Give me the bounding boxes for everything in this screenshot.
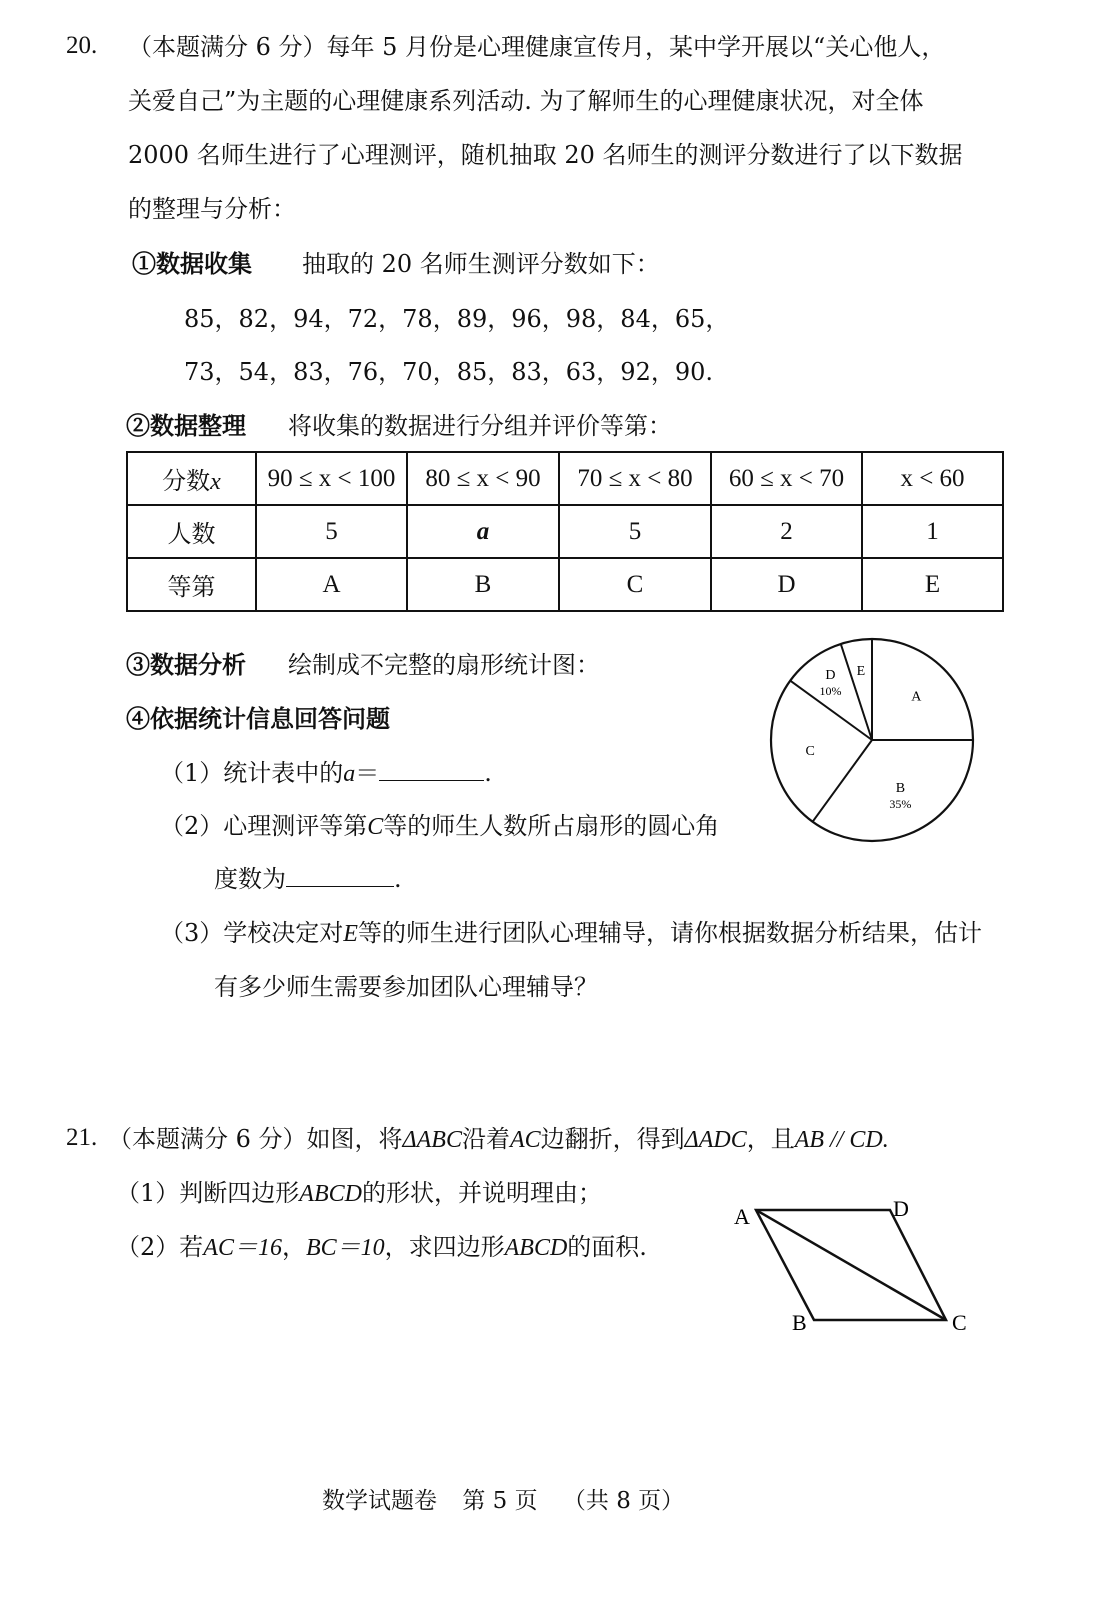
step3-text: 绘制成不完整的扇形统计图： — [288, 651, 600, 679]
step3-title: ③数据分析 — [126, 650, 246, 679]
q21-parallel: AB // CD. — [794, 1127, 889, 1153]
table-cell: 5 — [256, 505, 407, 558]
q21-quad2: ABCD — [504, 1235, 568, 1261]
q21-l1a: （本题满分 6 分）如图，将 — [108, 1125, 403, 1153]
q21-sub1-a: （1）判断四边形 — [116, 1179, 300, 1207]
q20-line1: （本题满分 6 分）每年 5 月份是心理健康宣传月，某中学开展以“关心他人， — [128, 33, 946, 61]
sub3-b: 等的师生进行团队心理辅导，请你根据数据分析结果，估计 — [357, 919, 982, 947]
pie-label-e: E — [856, 664, 866, 680]
step1-title: ①数据收集 — [132, 249, 252, 278]
answer-blank-2[interactable] — [286, 864, 394, 887]
page-footer — [322, 1482, 684, 1515]
sub2-var: C — [367, 814, 384, 840]
q21-quad: ABCD — [299, 1181, 362, 1207]
table-cell: 等第 — [127, 558, 256, 611]
vertex-label-b: B — [792, 1310, 807, 1335]
scores-row-1: 85，82，94，72，78，89，96，98，84，65， — [184, 305, 730, 333]
q21-eq1: AC＝16 — [203, 1235, 282, 1261]
footer-total: （共 8 页） — [562, 1488, 685, 1514]
scores-row-2: 73，54，83，76，70，85，83，63，92，90. — [184, 358, 714, 386]
pie-pct-label-b: 35% — [889, 796, 912, 811]
table-cell: 5 — [559, 505, 711, 558]
q21-sub2-b: ，求四边形 — [384, 1233, 505, 1261]
pie-pct-label-d: 10% — [819, 683, 842, 698]
q21-sub2 — [116, 1232, 647, 1263]
q21-sub2-c: 的面积. — [567, 1233, 647, 1261]
sub1-end: . — [484, 759, 492, 787]
q21-tri2: ΔADC — [684, 1127, 747, 1153]
table-cell: a — [407, 505, 559, 558]
question-20-number: 20. — [66, 32, 98, 59]
q21-tri1: ΔABC — [402, 1127, 462, 1153]
table-cell: D — [711, 558, 862, 611]
q20-line4: 的整理与分析： — [128, 195, 296, 223]
footer-subject: 数学试题卷 — [322, 1488, 437, 1514]
q21-sub1 — [116, 1178, 602, 1209]
parallelogram-figure — [730, 1192, 990, 1342]
sub-question-1 — [160, 758, 492, 789]
table-cell: 70 ≤ x < 80 — [559, 452, 711, 505]
q21-line1 — [108, 1124, 889, 1155]
sub-question-2-line2 — [214, 864, 402, 894]
sub-question-3-line2: 有多少师生需要参加团队心理辅导？ — [214, 973, 598, 1001]
q21-sub2-a: （2）若 — [116, 1233, 204, 1261]
vertex-label-d: D — [893, 1196, 909, 1221]
q20-line3: 2000 名师生进行了心理测评，随机抽取 20 名师生的测评分数进行了以下数据 — [128, 141, 963, 169]
q21-l1c: 边翻折，得到 — [540, 1125, 685, 1153]
q21-eq2: BC＝10 — [305, 1235, 385, 1261]
sub1-var: a — [343, 761, 356, 787]
table-cell: x < 60 — [862, 452, 1003, 505]
table-header-row — [127, 452, 1003, 505]
table-cell: 1 — [862, 505, 1003, 558]
q21-l1d: ，且 — [746, 1125, 795, 1153]
sub3-var: E — [343, 921, 358, 947]
table-count-row — [127, 505, 1003, 558]
step2-text: 将收集的数据进行分组并评价等第： — [288, 412, 672, 440]
q21-sub1-b: 的形状，并说明理由； — [361, 1179, 602, 1207]
pie-label-b: B — [895, 780, 906, 796]
table-cell: 人数 — [127, 505, 256, 558]
table-cell: 90 ≤ x < 100 — [256, 452, 407, 505]
table-cell: 60 ≤ x < 70 — [711, 452, 862, 505]
sub-question-2 — [160, 811, 719, 842]
grading-table — [126, 451, 1004, 612]
answer-blank-1[interactable] — [379, 758, 484, 781]
header-score-label: 分数 — [162, 467, 211, 495]
q21-sep: ， — [281, 1233, 306, 1261]
step2-title: ②数据整理 — [126, 411, 246, 440]
step1-text: 抽取的 20 名师生测评分数如下： — [302, 250, 660, 278]
sub2-b: 等的师生人数所占扇形的圆心角 — [383, 812, 720, 840]
sub1-eq: ＝ — [355, 759, 380, 787]
sub-question-3 — [160, 918, 982, 949]
question-21-number: 21. — [66, 1124, 98, 1151]
vertex-label-a: A — [734, 1204, 750, 1229]
sub2-a: （2）心理测评等第 — [160, 812, 368, 840]
q21-l1b: 沿着 — [461, 1125, 510, 1153]
header-score-var: x — [210, 469, 221, 495]
q20-line2: 关爱自己”为主题的心理健康系列活动. 为了解师生的心理健康状况，对全体 — [128, 87, 924, 115]
pie-slice-boundary-e — [841, 644, 872, 740]
pie-slice-boundary-c — [813, 740, 872, 822]
pie-label-c: C — [805, 743, 815, 759]
sub1-prefix: （1）统计表中的 — [160, 759, 344, 787]
pie-chart — [762, 632, 982, 852]
table-cell: C — [559, 558, 711, 611]
sub2-line2: 度数为 — [214, 865, 286, 893]
pie-label-d: D — [825, 667, 836, 683]
table-cell: 80 ≤ x < 90 — [407, 452, 559, 505]
q21-seg: AC — [509, 1127, 541, 1153]
table-cell — [127, 452, 256, 505]
footer-page: 第 5 页 — [462, 1488, 538, 1514]
pie-label-a: A — [911, 689, 922, 705]
sub2-end: . — [394, 865, 402, 893]
table-cell: 2 — [711, 505, 862, 558]
table-cell: E — [862, 558, 1003, 611]
table-cell: A — [256, 558, 407, 611]
table-grade-row — [127, 558, 1003, 611]
step4-title: ④依据统计信息回答问题 — [126, 704, 390, 733]
sub3-a: （3）学校决定对 — [160, 919, 344, 947]
table-cell: B — [407, 558, 559, 611]
vertex-label-c: C — [952, 1310, 967, 1335]
